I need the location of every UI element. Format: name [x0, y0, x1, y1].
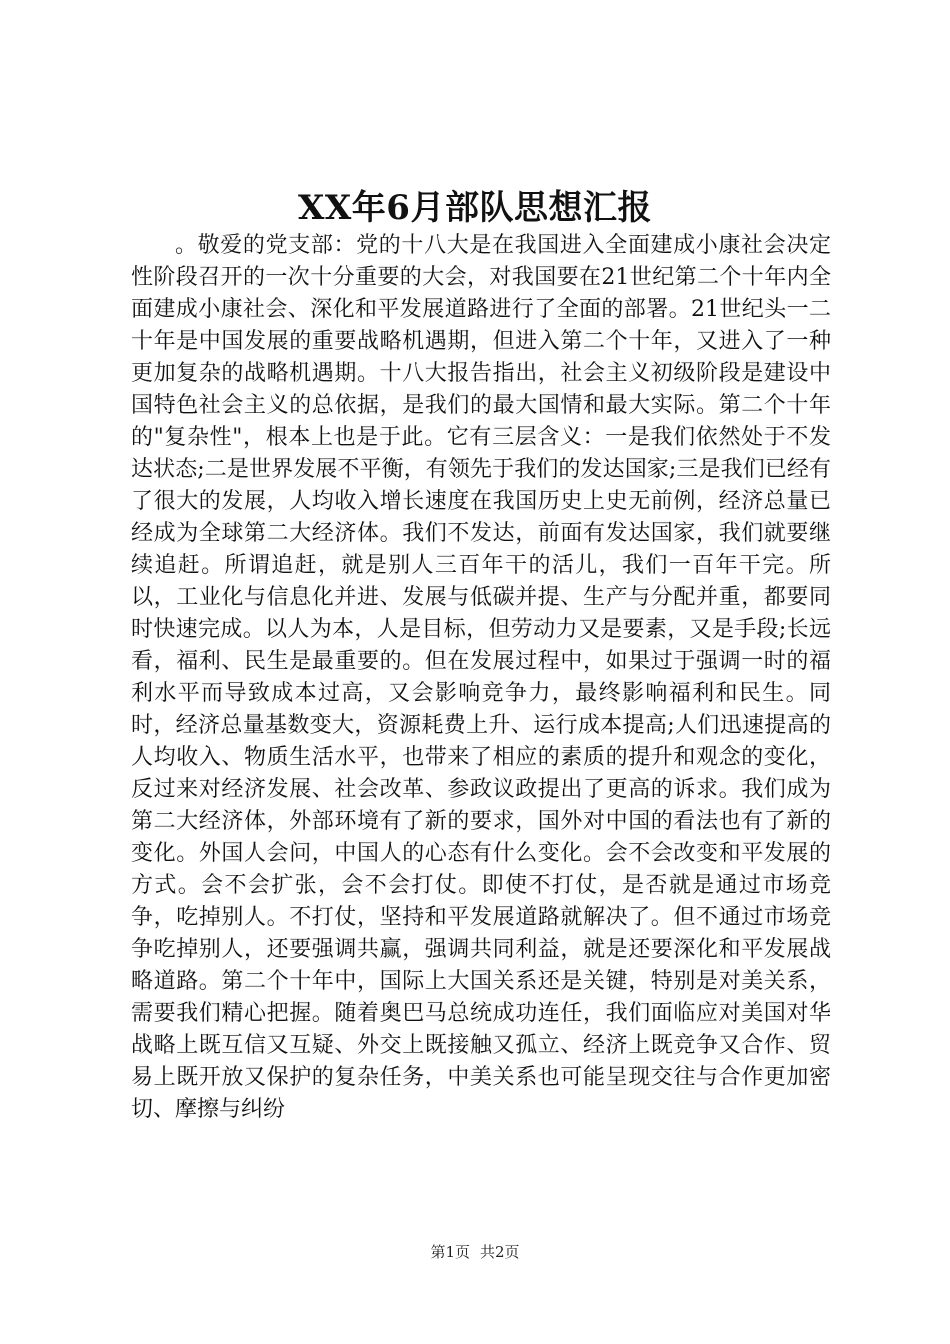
document-body-paragraph: 。敬爱的党支部：党的十八大是在我国进入全面建成小康社会决定性阶段召开的一次十分重要的大会，对我国要在21世纪第二个十年内全面建成小康社会、深化和平发展道路进行了全面的部署。21世纪头一二十年是中国发展的重要战略机遇期，但进入第二个十年，又进入了一种更加复杂的战略机遇期。十八大报告指出，社会主义初级阶段是建设中国特色社会主义的总依据，是我们的最大国情和最大实际。第二个十年的"复杂性"，根本上也是于此。它有三层含义：一是我们依然处于不发达状态;二是世界发展不平衡，有领先于我们的发达国家;三是我们已经有了很大的发展，人均收入增长速度在我国历史上史无前例，经济总量已经成为全球第二大经济体。我们不发达，前面有发达国家，我们就要继续追赶。所谓追赶，就是别人三百年干的活儿，我们一百年干完。所以，工业化与信息化并进、发展与低碳并提、生产与分配并重，都要同时快速完成。以人为本，人是目标，但劳动力又是要素，又是手段;长远看，福利、民生是最重要的。但在发展过程中，如果过于强调一时的福利水平而导致成本过高，又会影响竞争力，最终影响福利和民生。同时，经济总量基数变大，资源耗费上升、运行成本提高;人们迅速提高的人均收入、物质生活水平，也带来了相应的素质的提升和观念的变化，反过来对经济发展、社会改革、参政议政提出了更高的诉求。我们成为第二大经济体，外部环境有了新的要求，国外对中国的看法也有了新的变化。外国人会问，中国人的心态有什么变化。会不会改变和平发展的方式。会不会扩张，会不会打仗。即使不打仗，是否就是通过市场竞争，吃掉别人。不打仗，坚持和平发展道路就解决了。但不通过市场竞争吃掉别人，还要强调共赢，强调共同利益，就是还要深化和平发展战略道路。第二个十年中，国际上大国关系还是关键，特别是对美关系，需要我们精心把握。随着奥巴马总统成功连任，我们面临应对美国对华战略上既互信又互疑、外交上既接触又孤立、经济上既竞争又合作、贸易上既开放又保护的复杂任务，中美关系也可能呈现交往与合作更加密切、摩擦与纠纷 [131, 233, 831, 1122]
document-title: XX年6月部队思想汇报 [298, 188, 652, 228]
page-footer [0, 1242, 950, 1262]
page-total: 共2页 [480, 1243, 520, 1261]
page-number: 第1页 [430, 1243, 470, 1261]
